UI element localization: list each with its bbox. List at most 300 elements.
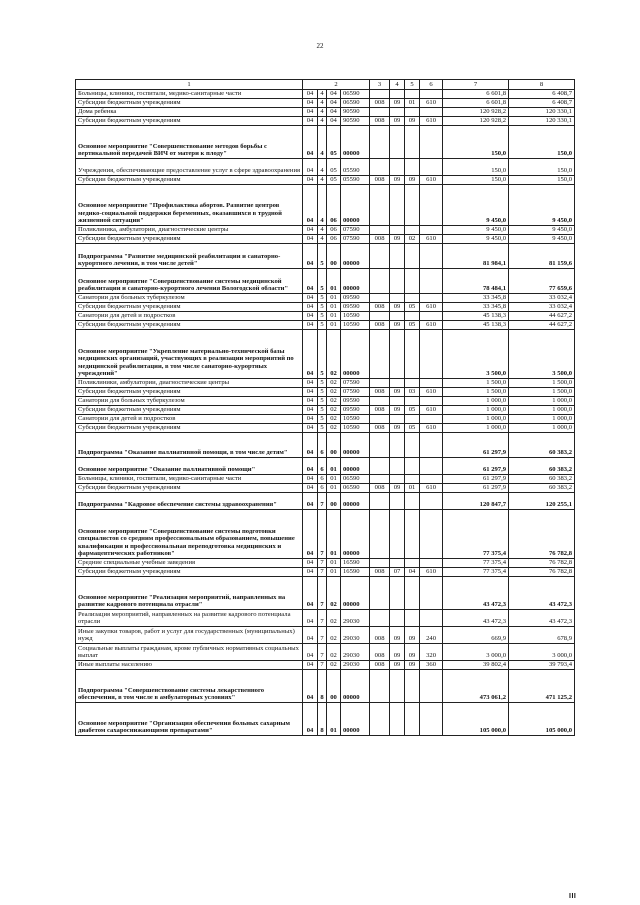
col3-cell — [370, 330, 390, 379]
table-row — [76, 703, 575, 736]
col-header-2: 2 — [303, 80, 370, 90]
col3-cell — [370, 559, 390, 568]
amount-col7-cell: 9 450,0 — [443, 185, 509, 226]
col5-cell — [405, 577, 420, 610]
amount-col8-cell: 81 159,6 — [509, 244, 575, 269]
row-name-cell: Реализация мероприятий, направленных на развитие кадрового потенциала отрасли — [76, 610, 303, 627]
amount-col7-cell: 473 061,2 — [443, 670, 509, 703]
row-name-cell: Субсидии бюджетным учреждениям — [76, 388, 303, 397]
amount-col8-cell: 39 793,4 — [509, 661, 575, 670]
target-code-program: 04 — [303, 406, 318, 415]
col5-cell: 09 — [405, 661, 420, 670]
table-row — [76, 235, 575, 244]
col6-cell: 610 — [420, 176, 443, 185]
col5-cell: 05 — [405, 303, 420, 312]
amount-col8-cell: 1 500,0 — [509, 379, 575, 388]
target-code-direction: 09590 — [341, 406, 370, 415]
col3-cell: 008 — [370, 568, 390, 577]
row-name-cell: Санатории для детей и подростков — [76, 415, 303, 424]
table-row — [76, 610, 575, 627]
page-footer-mark: III — [569, 893, 577, 900]
target-code-subprogram: 4 — [318, 176, 327, 185]
amount-col8-cell: 1 500,0 — [509, 388, 575, 397]
table-header-row — [76, 80, 575, 90]
col5-cell: 01 — [405, 99, 420, 108]
table-row — [76, 458, 575, 475]
col6-cell — [420, 475, 443, 484]
row-name-cell: Основное мероприятие "Оказание паллиативной помощи" — [76, 458, 303, 475]
col5-cell: 09 — [405, 644, 420, 661]
row-name-cell: Основное мероприятие "Профилактика абортов. Развитие центров медико-социальной поддержки беременных, оказавшихся в трудной жизненной ситуации" — [76, 185, 303, 226]
amount-col7-cell: 3 000,0 — [443, 644, 509, 661]
table-row — [76, 406, 575, 415]
target-code-subprogram: 4 — [318, 108, 327, 117]
col6-cell: 610 — [420, 388, 443, 397]
col5-cell — [405, 703, 420, 736]
target-code-program: 04 — [303, 269, 318, 294]
row-name-cell: Субсидии бюджетным учреждениям — [76, 321, 303, 330]
target-code-program: 04 — [303, 126, 318, 159]
target-code-program: 04 — [303, 559, 318, 568]
target-code-event: 02 — [327, 424, 341, 433]
col6-cell: 610 — [420, 424, 443, 433]
col4-cell — [390, 185, 405, 226]
col5-cell — [405, 415, 420, 424]
col4-cell: 09 — [390, 644, 405, 661]
target-code-event: 01 — [327, 294, 341, 303]
col4-cell: 09 — [390, 424, 405, 433]
row-name-cell: Основное мероприятие "Укрепление материально-технической базы медицинских организаций, участвующих в реализации мероприятий по медицинской реабилитации, в том числе санаторно-курортных учреждений" — [76, 330, 303, 379]
target-code-event: 01 — [327, 484, 341, 493]
target-code-direction: 00000 — [341, 577, 370, 610]
table-row — [76, 303, 575, 312]
col3-cell — [370, 397, 390, 406]
amount-col7-cell: 43 472,3 — [443, 610, 509, 627]
target-code-subprogram: 7 — [318, 510, 327, 559]
col5-cell: 09 — [405, 176, 420, 185]
col5-cell — [405, 397, 420, 406]
target-code-program: 04 — [303, 226, 318, 235]
col3-cell — [370, 493, 390, 510]
row-name-cell: Больницы, клиники, госпитали, медико-санитарные части — [76, 90, 303, 99]
table-row — [76, 568, 575, 577]
target-code-direction: 07590 — [341, 388, 370, 397]
col4-cell — [390, 269, 405, 294]
col5-cell — [405, 126, 420, 159]
amount-col8-cell: 1 000,0 — [509, 424, 575, 433]
table-row — [76, 559, 575, 568]
amount-col8-cell: 9 450,0 — [509, 226, 575, 235]
table-row — [76, 312, 575, 321]
target-code-program: 04 — [303, 510, 318, 559]
target-code-direction: 16590 — [341, 559, 370, 568]
target-code-subprogram: 4 — [318, 90, 327, 99]
target-code-direction: 00000 — [341, 703, 370, 736]
target-code-subprogram: 7 — [318, 610, 327, 627]
target-code-direction: 00000 — [341, 510, 370, 559]
col6-cell — [420, 294, 443, 303]
col4-cell — [390, 475, 405, 484]
target-code-program: 04 — [303, 379, 318, 388]
amount-col8-cell: 105 000,0 — [509, 703, 575, 736]
amount-col8-cell: 120 255,1 — [509, 493, 575, 510]
amount-col7-cell: 61 297,9 — [443, 458, 509, 475]
amount-col7-cell: 1 500,0 — [443, 379, 509, 388]
target-code-direction: 06590 — [341, 90, 370, 99]
target-code-event: 04 — [327, 108, 341, 117]
target-code-event: 01 — [327, 510, 341, 559]
target-code-event: 02 — [327, 627, 341, 644]
target-code-direction: 00000 — [341, 185, 370, 226]
target-code-event: 02 — [327, 610, 341, 627]
row-name-cell: Дома ребенка — [76, 108, 303, 117]
amount-col7-cell: 77 375,4 — [443, 568, 509, 577]
table-row — [76, 244, 575, 269]
target-code-subprogram: 7 — [318, 577, 327, 610]
amount-col7-cell: 150,0 — [443, 159, 509, 176]
target-code-direction: 10590 — [341, 321, 370, 330]
col-header-7: 7 — [443, 80, 509, 90]
budget-table — [75, 79, 575, 736]
col5-cell — [405, 269, 420, 294]
target-code-program: 04 — [303, 610, 318, 627]
amount-col8-cell: 60 383,2 — [509, 458, 575, 475]
row-name-cell: Санатории для детей и подростков — [76, 312, 303, 321]
row-name-cell: Основное мероприятие "Совершенствование методов борьбы с вертикальной передачей ВИЧ от матери к плоду" — [76, 126, 303, 159]
amount-col8-cell: 9 450,0 — [509, 185, 575, 226]
amount-col7-cell: 6 601,8 — [443, 99, 509, 108]
col3-cell — [370, 458, 390, 475]
col3-cell — [370, 379, 390, 388]
target-code-subprogram: 7 — [318, 493, 327, 510]
amount-col7-cell: 61 297,9 — [443, 484, 509, 493]
col5-cell — [405, 330, 420, 379]
col4-cell — [390, 159, 405, 176]
target-code-program: 04 — [303, 117, 318, 126]
col5-cell — [405, 294, 420, 303]
target-code-subprogram: 4 — [318, 117, 327, 126]
amount-col8-cell: 77 659,6 — [509, 269, 575, 294]
col6-cell — [420, 510, 443, 559]
amount-col8-cell: 678,9 — [509, 627, 575, 644]
target-code-program: 04 — [303, 108, 318, 117]
col4-cell — [390, 330, 405, 379]
target-code-event: 01 — [327, 303, 341, 312]
col4-cell — [390, 244, 405, 269]
amount-col8-cell: 60 383,2 — [509, 484, 575, 493]
amount-col7-cell: 120 928,2 — [443, 108, 509, 117]
amount-col8-cell: 60 383,2 — [509, 433, 575, 458]
col5-cell — [405, 610, 420, 627]
target-code-event: 06 — [327, 226, 341, 235]
amount-col7-cell: 33 345,8 — [443, 294, 509, 303]
col5-cell — [405, 458, 420, 475]
col6-cell — [420, 90, 443, 99]
col4-cell — [390, 379, 405, 388]
target-code-direction: 00000 — [341, 493, 370, 510]
target-code-program: 04 — [303, 475, 318, 484]
col6-cell — [420, 493, 443, 510]
target-code-direction: 00000 — [341, 330, 370, 379]
col3-cell — [370, 475, 390, 484]
table-row — [76, 475, 575, 484]
target-code-program: 04 — [303, 159, 318, 176]
target-code-direction: 07590 — [341, 226, 370, 235]
target-code-program: 04 — [303, 294, 318, 303]
amount-col7-cell: 120 847,7 — [443, 493, 509, 510]
col6-cell — [420, 159, 443, 176]
row-name-cell: Средние специальные учебные заведения — [76, 559, 303, 568]
target-code-program: 04 — [303, 493, 318, 510]
table-row — [76, 627, 575, 644]
target-code-direction: 09590 — [341, 303, 370, 312]
target-code-direction: 00000 — [341, 670, 370, 703]
col3-cell — [370, 670, 390, 703]
target-code-event: 05 — [327, 126, 341, 159]
col4-cell — [390, 610, 405, 627]
col5-cell: 05 — [405, 424, 420, 433]
target-code-subprogram: 6 — [318, 458, 327, 475]
table-row — [76, 294, 575, 303]
col6-cell — [420, 433, 443, 458]
table-row — [76, 510, 575, 559]
col4-cell — [390, 226, 405, 235]
col3-cell: 008 — [370, 644, 390, 661]
col4-cell — [390, 397, 405, 406]
col6-cell — [420, 670, 443, 703]
amount-col8-cell: 6 408,7 — [509, 90, 575, 99]
col4-cell — [390, 577, 405, 610]
amount-col8-cell: 33 032,4 — [509, 303, 575, 312]
col6-cell — [420, 312, 443, 321]
amount-col7-cell: 1 000,0 — [443, 397, 509, 406]
col4-cell — [390, 510, 405, 559]
row-name-cell: Основное мероприятие "Реализация мероприятий, направленных на развитие кадрового потенциала отрасли" — [76, 577, 303, 610]
amount-col8-cell: 150,0 — [509, 126, 575, 159]
target-code-subprogram: 5 — [318, 244, 327, 269]
col3-cell — [370, 126, 390, 159]
col6-cell: 610 — [420, 321, 443, 330]
target-code-event: 01 — [327, 559, 341, 568]
target-code-subprogram: 5 — [318, 379, 327, 388]
target-code-program: 04 — [303, 244, 318, 269]
col3-cell — [370, 108, 390, 117]
target-code-event: 01 — [327, 568, 341, 577]
col5-cell: 09 — [405, 627, 420, 644]
target-code-direction: 00000 — [341, 269, 370, 294]
amount-col8-cell: 43 472,3 — [509, 577, 575, 610]
target-code-event: 02 — [327, 397, 341, 406]
target-code-subprogram: 6 — [318, 433, 327, 458]
row-name-cell: Санатории для больных туберкулезом — [76, 294, 303, 303]
col5-cell: 03 — [405, 388, 420, 397]
col5-cell — [405, 312, 420, 321]
row-name-cell: Иные выплаты населению — [76, 661, 303, 670]
target-code-program: 04 — [303, 330, 318, 379]
col-header-4: 4 — [390, 80, 405, 90]
col5-cell: 09 — [405, 117, 420, 126]
target-code-subprogram: 5 — [318, 269, 327, 294]
col6-cell: 320 — [420, 644, 443, 661]
col4-cell — [390, 108, 405, 117]
amount-col7-cell: 150,0 — [443, 176, 509, 185]
target-code-program: 04 — [303, 424, 318, 433]
col6-cell: 240 — [420, 627, 443, 644]
col6-cell — [420, 559, 443, 568]
target-code-program: 04 — [303, 321, 318, 330]
row-name-cell: Подпрограмма "Оказание паллиативной помощи, в том числе детям" — [76, 433, 303, 458]
target-code-program: 04 — [303, 644, 318, 661]
col4-cell: 09 — [390, 321, 405, 330]
table-row — [76, 424, 575, 433]
amount-col8-cell: 76 782,8 — [509, 559, 575, 568]
col4-cell — [390, 90, 405, 99]
table-row — [76, 176, 575, 185]
col6-cell — [420, 226, 443, 235]
target-code-direction: 10590 — [341, 424, 370, 433]
target-code-direction: 06590 — [341, 475, 370, 484]
target-code-direction: 29030 — [341, 627, 370, 644]
col4-cell — [390, 670, 405, 703]
amount-col7-cell: 43 472,3 — [443, 577, 509, 610]
amount-col7-cell: 150,0 — [443, 126, 509, 159]
table-body — [76, 90, 575, 736]
col5-cell — [405, 244, 420, 269]
amount-col8-cell: 1 000,0 — [509, 415, 575, 424]
target-code-subprogram: 7 — [318, 559, 327, 568]
col6-cell — [420, 269, 443, 294]
target-code-program: 04 — [303, 397, 318, 406]
row-name-cell: Основное мероприятие "Совершенствование системы медицинской реабилитации и санаторно-курортного лечения Вологодской области" — [76, 269, 303, 294]
amount-col8-cell: 471 125,2 — [509, 670, 575, 703]
col6-cell — [420, 703, 443, 736]
col4-cell: 09 — [390, 627, 405, 644]
amount-col8-cell: 33 032,4 — [509, 294, 575, 303]
amount-col7-cell: 33 345,8 — [443, 303, 509, 312]
target-code-subprogram: 8 — [318, 703, 327, 736]
table-row — [76, 388, 575, 397]
target-code-subprogram: 6 — [318, 484, 327, 493]
amount-col7-cell: 45 138,3 — [443, 312, 509, 321]
target-code-direction: 09590 — [341, 294, 370, 303]
table-row — [76, 226, 575, 235]
target-code-event: 02 — [327, 330, 341, 379]
col5-cell — [405, 475, 420, 484]
row-name-cell: Субсидии бюджетным учреждениям — [76, 303, 303, 312]
col5-cell — [405, 379, 420, 388]
target-code-program: 04 — [303, 627, 318, 644]
col-header-6: 6 — [420, 80, 443, 90]
target-code-program: 04 — [303, 433, 318, 458]
target-code-direction: 90590 — [341, 108, 370, 117]
row-name-cell: Санатории для больных туберкулезом — [76, 397, 303, 406]
target-code-subprogram: 5 — [318, 406, 327, 415]
row-name-cell: Иные закупки товаров, работ и услуг для государственных (муниципальных) нужд — [76, 627, 303, 644]
amount-col7-cell: 61 297,9 — [443, 475, 509, 484]
col6-cell: 610 — [420, 303, 443, 312]
col5-cell: 05 — [405, 321, 420, 330]
col5-cell — [405, 226, 420, 235]
target-code-event: 01 — [327, 321, 341, 330]
target-code-subprogram: 7 — [318, 644, 327, 661]
col3-cell: 008 — [370, 303, 390, 312]
target-code-direction: 29030 — [341, 644, 370, 661]
col5-cell — [405, 510, 420, 559]
target-code-direction: 10590 — [341, 312, 370, 321]
amount-col7-cell: 9 450,0 — [443, 226, 509, 235]
amount-col7-cell: 669,9 — [443, 627, 509, 644]
target-code-program: 04 — [303, 176, 318, 185]
target-code-subprogram: 4 — [318, 99, 327, 108]
target-code-event: 04 — [327, 99, 341, 108]
col5-cell — [405, 108, 420, 117]
amount-col8-cell: 150,0 — [509, 176, 575, 185]
col3-cell: 008 — [370, 99, 390, 108]
col5-cell — [405, 559, 420, 568]
table-row — [76, 493, 575, 510]
col4-cell — [390, 433, 405, 458]
target-code-subprogram: 4 — [318, 235, 327, 244]
col-header-3: 3 — [370, 80, 390, 90]
row-name-cell: Субсидии бюджетным учреждениям — [76, 484, 303, 493]
target-code-direction: 00000 — [341, 458, 370, 475]
table-row — [76, 644, 575, 661]
row-name-cell: Субсидии бюджетным учреждениям — [76, 117, 303, 126]
table-row — [76, 415, 575, 424]
amount-col7-cell: 61 297,9 — [443, 433, 509, 458]
amount-col8-cell: 3 000,0 — [509, 644, 575, 661]
target-code-event: 01 — [327, 312, 341, 321]
col6-cell — [420, 126, 443, 159]
table-row — [76, 661, 575, 670]
table-row — [76, 321, 575, 330]
col4-cell: 09 — [390, 117, 405, 126]
col4-cell: 09 — [390, 235, 405, 244]
amount-col8-cell: 3 500,0 — [509, 330, 575, 379]
amount-col8-cell: 9 450,0 — [509, 235, 575, 244]
target-code-subprogram: 5 — [318, 397, 327, 406]
target-code-subprogram: 5 — [318, 321, 327, 330]
target-code-direction: 09590 — [341, 397, 370, 406]
amount-col8-cell: 150,0 — [509, 159, 575, 176]
amount-col8-cell: 120 330,1 — [509, 117, 575, 126]
col-header-1: 1 — [76, 80, 303, 90]
target-code-program: 04 — [303, 661, 318, 670]
col4-cell — [390, 294, 405, 303]
col4-cell: 09 — [390, 388, 405, 397]
row-name-cell: Субсидии бюджетным учреждениям — [76, 568, 303, 577]
target-code-program: 04 — [303, 90, 318, 99]
target-code-event: 02 — [327, 379, 341, 388]
target-code-program: 04 — [303, 235, 318, 244]
row-name-cell: Субсидии бюджетным учреждениям — [76, 424, 303, 433]
col3-cell — [370, 415, 390, 424]
target-code-event: 02 — [327, 406, 341, 415]
col5-cell — [405, 433, 420, 458]
target-code-event: 00 — [327, 670, 341, 703]
col6-cell — [420, 185, 443, 226]
target-code-event: 05 — [327, 176, 341, 185]
col6-cell — [420, 379, 443, 388]
target-code-subprogram: 5 — [318, 312, 327, 321]
col3-cell: 008 — [370, 117, 390, 126]
col6-cell — [420, 330, 443, 379]
target-code-direction: 00000 — [341, 126, 370, 159]
target-code-subprogram: 4 — [318, 226, 327, 235]
target-code-event: 00 — [327, 433, 341, 458]
target-code-subprogram: 5 — [318, 303, 327, 312]
col3-cell: 008 — [370, 424, 390, 433]
